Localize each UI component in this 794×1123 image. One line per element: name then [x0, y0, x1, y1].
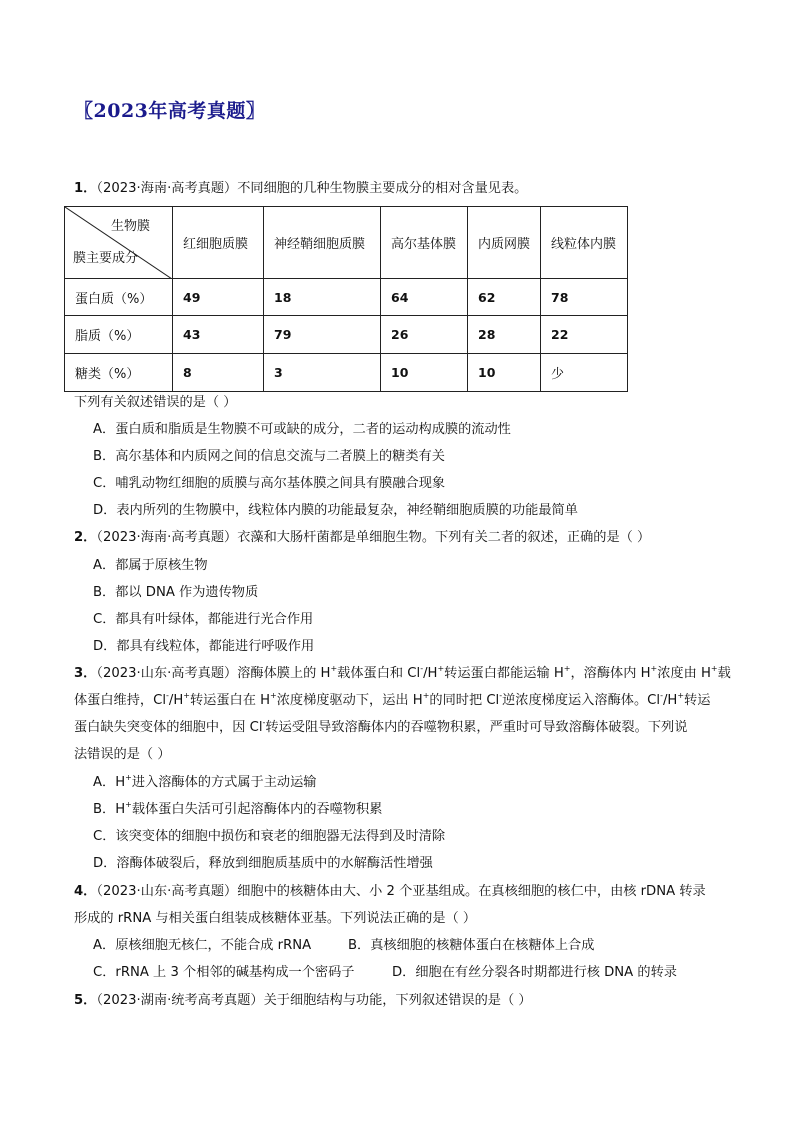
superscript: +: [710, 664, 718, 673]
q5-stem: [74, 992, 532, 1010]
superscript: +: [125, 773, 132, 782]
table-cell: 64: [381, 279, 468, 316]
table-cell: 79: [264, 316, 381, 354]
q1-question: 下列有关叙述错误的是（ ）: [74, 395, 237, 410]
q5-number: 5．: [74, 993, 97, 1008]
column-header: 线粒体内膜: [541, 207, 628, 279]
q5-stem-text: 关于细胞结构与功能，下列叙述错误的是（ ）: [263, 993, 532, 1008]
q3-text: 转运蛋白都能运输 H: [444, 666, 564, 681]
q3-option-c: C．该突变体的细胞中损伤和衰老的细胞器无法得到及时清除: [93, 829, 446, 844]
q1-option-c: C．哺乳动物红细胞的质膜与高尔基体膜之间具有膜融合现象: [93, 476, 446, 491]
superscript: -: [420, 664, 424, 673]
q3-text: 蛋白缺失突变体的细胞中，因 Cl: [74, 720, 263, 735]
column-header: 神经鞘细胞质膜: [264, 207, 381, 279]
q4-source: （2023·山东·高考真题）: [96, 884, 238, 899]
q3-stem-line-2: [74, 692, 710, 710]
q3-number: 3．: [74, 666, 97, 681]
q2-stem-text: 衣藻和大肠杆菌都是单细胞生物。下列有关二者的叙述，正确的是（ ）: [237, 530, 651, 545]
superscript: +: [422, 691, 430, 700]
superscript: -: [262, 718, 266, 727]
q3-text: ，溶酶体内 H: [570, 666, 651, 681]
table-cell: 少: [541, 354, 628, 392]
q3-text: 载体蛋白和 Cl: [337, 666, 421, 681]
q2-option-d: D．都具有线粒体，都能进行呼吸作用: [93, 639, 315, 654]
table-row: [65, 354, 628, 392]
table-cell: 26: [381, 316, 468, 354]
table-cell: 18: [264, 279, 381, 316]
q3-stem-line-1: [74, 665, 731, 683]
row-label: 蛋白质（%）: [65, 279, 173, 316]
q3-text: /H: [168, 693, 184, 708]
row-label: 糖类（%）: [65, 354, 173, 392]
q4-number: 4．: [74, 884, 97, 899]
q1-stem: [74, 180, 527, 198]
q1-option-d: D．表内所列的生物膜中，线粒体内膜的功能最复杂，神经鞘细胞质膜的功能最简单: [93, 503, 578, 518]
q3-text: 浓度梯度驱动下，运出 H: [276, 693, 423, 708]
superscript: -: [499, 691, 503, 700]
q4-stem-line-1: [74, 883, 706, 901]
superscript: +: [677, 691, 685, 700]
table-cell: 49: [173, 279, 264, 316]
q4-option-b: B．真核细胞的核糖体蛋白在核糖体上合成: [348, 938, 595, 953]
q3-option-d: D．溶酶体破裂后，释放到细胞质基质中的水解酶活性增强: [93, 856, 433, 871]
superscript: -: [660, 691, 663, 700]
corner-top-label: 生物膜: [110, 219, 150, 234]
q4-option-c: C．rRNA 上 3 个相邻的碱基构成一个密码子: [93, 965, 355, 980]
table-row: [65, 279, 628, 316]
q3-stem-line-3: [74, 719, 687, 737]
q3-option-b: [93, 801, 382, 819]
corner-bottom-label: 膜主要成分: [73, 251, 139, 266]
q1-stem-text: 不同细胞的几种生物膜主要成分的相对含量见表。: [237, 181, 528, 196]
table-cell: 62: [468, 279, 541, 316]
superscript: +: [125, 800, 132, 809]
q3-text: 溶酶体膜上的 H: [237, 666, 331, 681]
q1-number: 1．: [74, 181, 97, 196]
q2-option-c: C．都具有叶绿体，都能进行光合作用: [93, 612, 314, 627]
q3-text: B．H: [93, 802, 126, 817]
table-cell: 28: [468, 316, 541, 354]
q2-option-b: B．都以 DNA 作为遗传物质: [93, 585, 259, 600]
q1-source: （2023·海南·高考真题）: [96, 181, 238, 196]
superscript: +: [270, 691, 277, 700]
q4-stem-line-2: 形成的 rRNA 与相关蛋白组装成核糖体亚基。下列说法正确的是（ ）: [74, 911, 477, 926]
table-cell: 43: [173, 316, 264, 354]
q2-stem: [74, 529, 650, 547]
membrane-composition-table: [64, 206, 628, 392]
q4-option-a: A．原核细胞无核仁，不能合成 rRNA: [93, 938, 312, 953]
section-heading: 〖2023年高考真题〗: [74, 100, 266, 122]
q1-option-a: A．蛋白质和脂质是生物膜不可或缺的成分，二者的运动构成膜的流动性: [93, 422, 511, 437]
q4-stem-text: 细胞中的核糖体由大、小 2 个亚基组成。在真核细胞的核仁中，由核 rDNA 转录: [237, 884, 706, 899]
table-row: [65, 316, 628, 354]
table-header-row: [65, 207, 628, 279]
column-header: 高尔基体膜: [381, 207, 468, 279]
superscript: +: [183, 691, 190, 700]
superscript: +: [437, 664, 445, 673]
q5-source: （2023·湖南·统考高考真题）: [96, 993, 264, 1008]
row-label: 脂质（%）: [65, 316, 173, 354]
q3-text: 的同时把 Cl: [429, 693, 500, 708]
q3-text: 转运受阻导致溶酶体内的吞噬物积累，严重时可导致溶酶体破裂。下列说: [265, 720, 688, 735]
q3-text: 体蛋白维持，Cl: [74, 693, 166, 708]
superscript: +: [650, 664, 658, 673]
table-cell: 8: [173, 354, 264, 392]
q3-text: A．H: [93, 775, 126, 790]
q3-text: 载体蛋白失活可引起溶酶体内的吞噬物积累: [131, 802, 383, 817]
superscript: +: [330, 664, 338, 673]
q2-option-a: A．都属于原核生物: [93, 558, 208, 573]
table-cell: 78: [541, 279, 628, 316]
q1-option-b: B．高尔基体和内质网之间的信息交流与二者膜上的糖类有关: [93, 449, 445, 464]
superscript: +: [563, 664, 571, 673]
q2-source: （2023·海南·高考真题）: [96, 530, 238, 545]
q3-text: 进入溶酶体的方式属于主动运输: [131, 775, 317, 790]
column-header: 红细胞质膜: [173, 207, 264, 279]
table-cell: 10: [381, 354, 468, 392]
q3-text: /H: [423, 666, 438, 681]
q2-number: 2．: [74, 530, 97, 545]
table-cell: 3: [264, 354, 381, 392]
column-header: 内质网膜: [468, 207, 541, 279]
table-corner-cell: [65, 207, 173, 279]
q3-text: 转运: [684, 693, 711, 708]
q3-text: 逆浓度梯度运入溶酶体。Cl: [502, 693, 661, 708]
q3-text: /H: [662, 693, 678, 708]
superscript: -: [166, 691, 169, 700]
table-cell: 10: [468, 354, 541, 392]
q3-text: 浓度由 H: [657, 666, 711, 681]
q3-text: 载: [717, 666, 731, 681]
table-cell: 22: [541, 316, 628, 354]
q4-option-d: D．细胞在有丝分裂各时期都进行核 DNA 的转录: [392, 965, 677, 980]
q3-source: （2023·山东·高考真题）: [96, 666, 238, 681]
q3-text: 转运蛋白在 H: [189, 693, 271, 708]
q3-option-a: [93, 774, 316, 792]
q3-stem-line-4: 法错误的是（ ）: [74, 747, 171, 762]
